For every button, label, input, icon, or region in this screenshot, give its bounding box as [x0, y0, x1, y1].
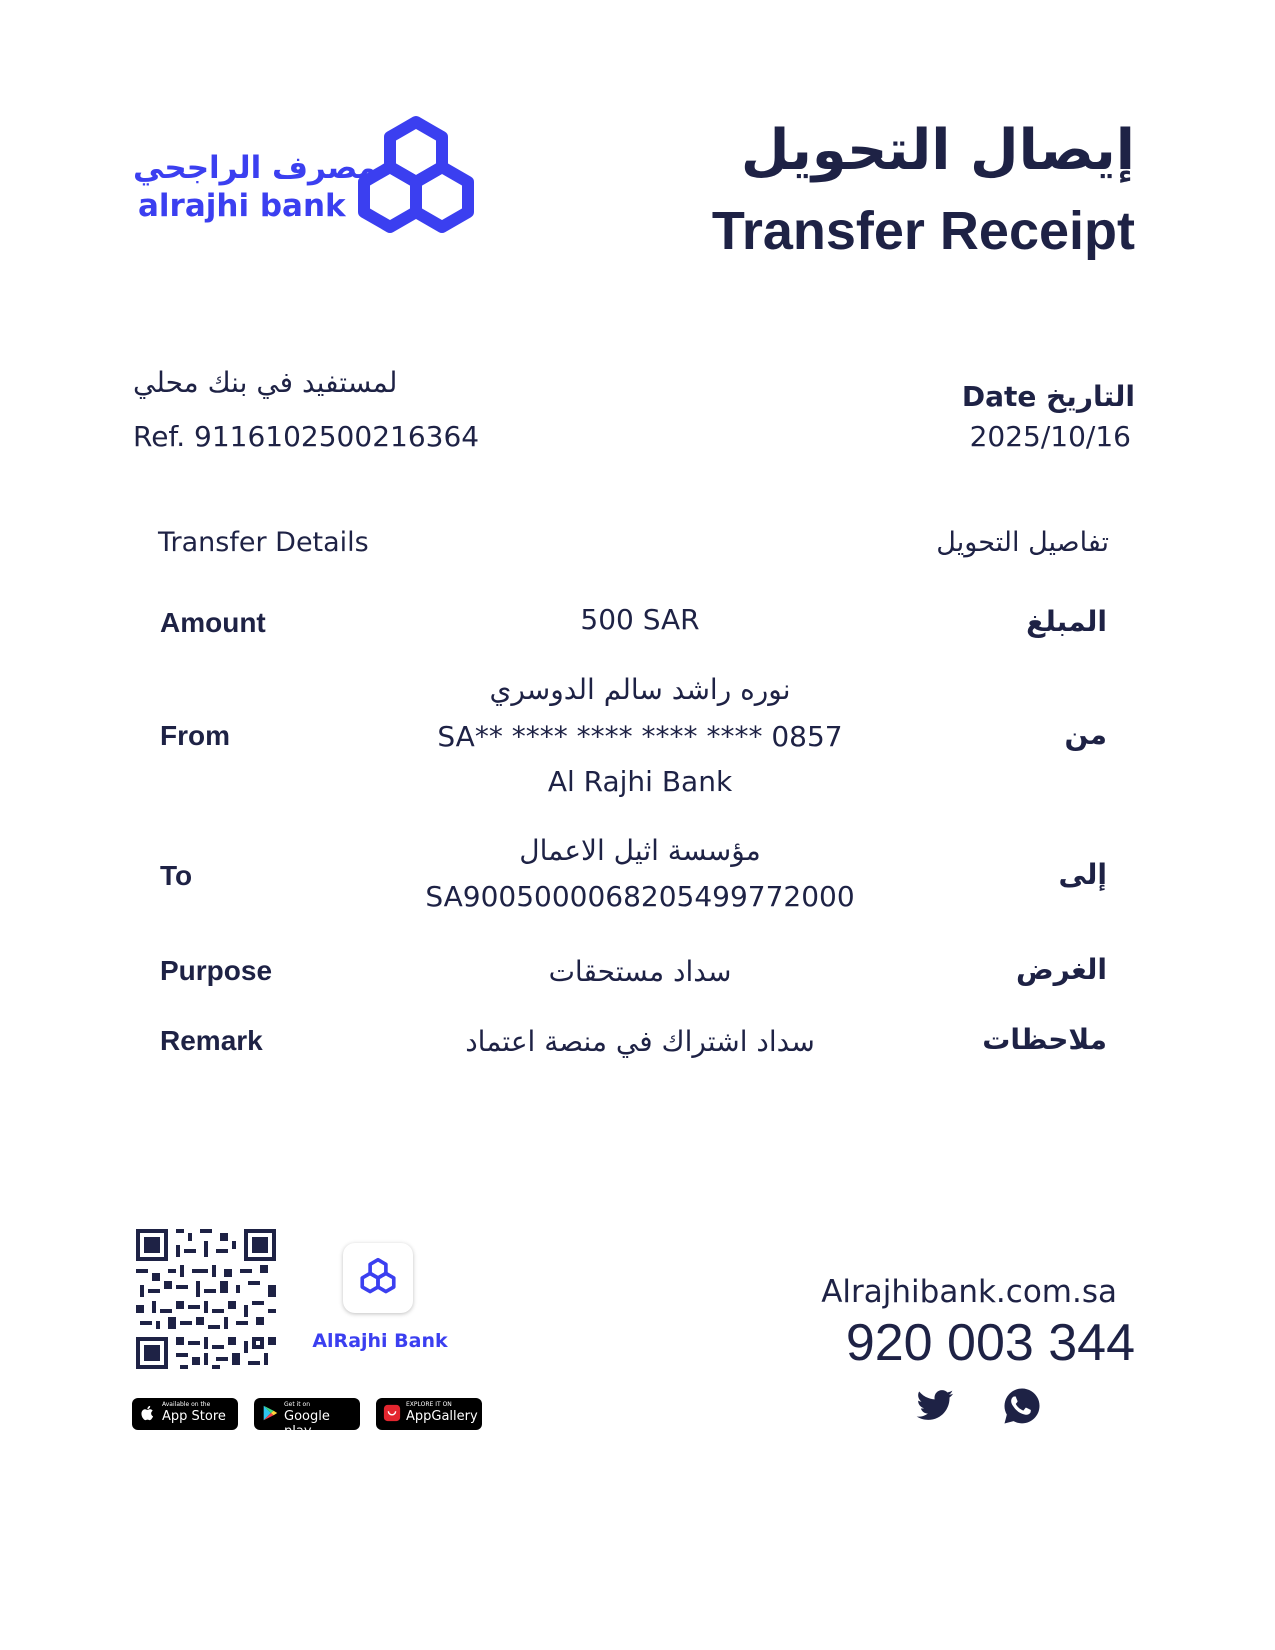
- google-play-icon: [261, 1404, 279, 1422]
- phone-number[interactable]: 920 003 344: [845, 1314, 1135, 1372]
- to-iban: SA9005000068205499772000: [425, 880, 855, 913]
- date-label: Date التاريخ: [961, 380, 1135, 413]
- qr-code: [132, 1225, 280, 1373]
- app-icon-tile[interactable]: [343, 1243, 413, 1313]
- remark-label-ar: ملاحظات: [982, 1023, 1107, 1056]
- app-store-label: App Store: [162, 1409, 226, 1424]
- amount-label-ar: المبلغ: [1026, 605, 1107, 638]
- to-label-ar: إلى: [1058, 858, 1107, 891]
- beneficiary-type: لمستفيد في بنك محلي: [133, 366, 398, 399]
- app-store-small: Available on the: [162, 1401, 211, 1408]
- purpose-value: سداد مستحقات: [548, 955, 732, 988]
- whatsapp-icon[interactable]: [1002, 1386, 1042, 1426]
- bank-logo-english: alrajhi bank: [138, 188, 346, 224]
- from-label-ar: من: [1064, 718, 1107, 751]
- section-title-english: Transfer Details: [158, 527, 369, 558]
- website-link[interactable]: Alrajhibank.com.sa: [821, 1274, 1117, 1310]
- huawei-icon: [383, 1404, 401, 1422]
- appgallery-badge[interactable]: [376, 1398, 482, 1430]
- alrajhi-logo-icon: [350, 114, 482, 244]
- google-play-small: Get it on: [284, 1401, 311, 1408]
- twitter-icon[interactable]: [915, 1386, 955, 1426]
- appgallery-label: AppGallery: [406, 1409, 478, 1424]
- from-account: SA** **** **** **** **** 0857: [437, 720, 843, 753]
- purpose-label-ar: الغرض: [1016, 953, 1107, 986]
- google-play-label: Google play: [284, 1409, 330, 1439]
- from-name: نوره راشد سالم الدوسري: [489, 673, 791, 706]
- reference-number: Ref. 9116102500216364: [133, 420, 480, 453]
- receipt-title-arabic: إيصال التحويل: [740, 118, 1135, 183]
- from-label-en: From: [160, 720, 230, 751]
- to-label-en: To: [160, 860, 193, 891]
- remark-label-en: Remark: [160, 1025, 263, 1056]
- to-name: مؤسسة اثيل الاعمال: [519, 834, 761, 867]
- bank-logo-arabic: مصرف الراجحي: [133, 150, 378, 186]
- google-play-badge[interactable]: [254, 1398, 360, 1439]
- date-value: 2025/10/16: [969, 420, 1131, 453]
- purpose-label-en: Purpose: [160, 955, 273, 986]
- receipt-title-english: Transfer Receipt: [711, 201, 1135, 261]
- appgallery-small: EXPLORE IT ON: [406, 1401, 452, 1408]
- apple-icon: [139, 1404, 157, 1422]
- section-title-arabic: تفاصيل التحويل: [936, 527, 1109, 558]
- app-name: AlRajhi Bank: [312, 1330, 448, 1352]
- remark-value: سداد اشتراك في منصة اعتماد: [465, 1025, 815, 1058]
- amount-label-en: Amount: [160, 607, 266, 638]
- amount-value: 500 SAR: [580, 603, 700, 636]
- alrajhi-app-icon: [358, 1257, 398, 1297]
- from-bank: Al Rajhi Bank: [547, 765, 733, 798]
- app-store-badge[interactable]: [132, 1398, 238, 1430]
